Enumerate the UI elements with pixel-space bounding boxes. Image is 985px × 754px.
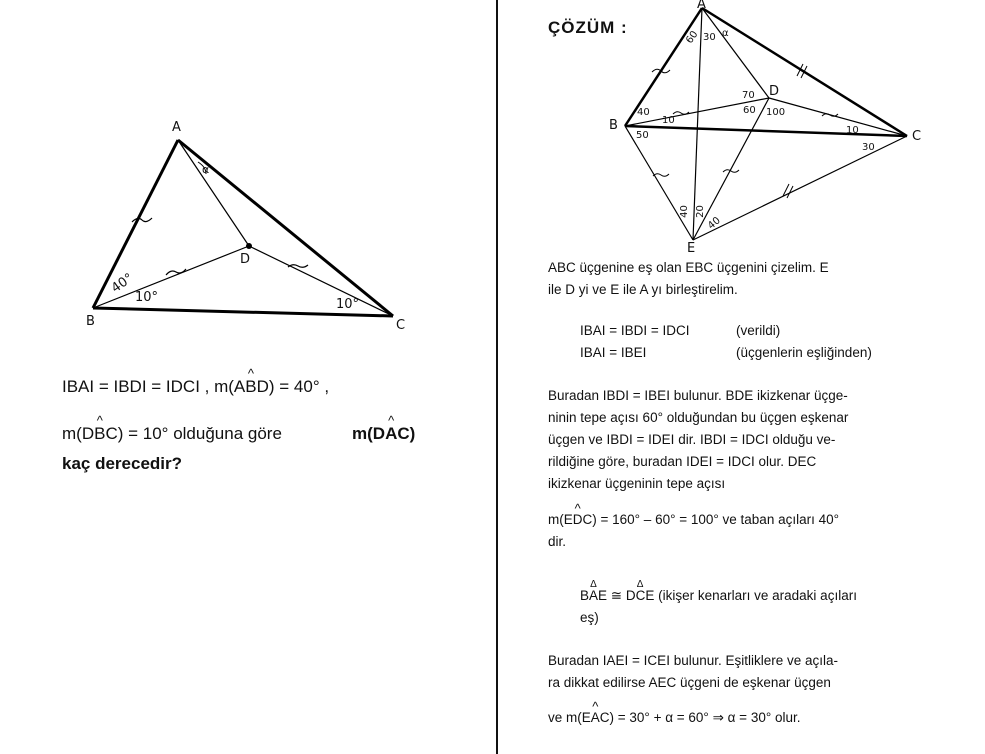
- left-label-b: B: [86, 314, 95, 329]
- left-angle-10-b: 10°: [135, 290, 159, 305]
- equality-row-2: IBAI = IBEI (üçgenlerin eşliğinden): [580, 345, 872, 360]
- right-num-40e: 40: [678, 205, 690, 218]
- right-num-30a: 30: [703, 32, 716, 43]
- right-label-c: C: [912, 129, 922, 144]
- right-num-40e2: 40: [705, 215, 723, 232]
- solution-paragraph-1: ABC üçgenine eş olan EBC üçgenini çizelim. E ile D yi ve E ile A yı birleştirelim.: [548, 260, 829, 297]
- given-question-angle: m(D^ AC): [352, 424, 415, 444]
- solution-title: ÇÖZÜM :: [548, 18, 628, 37]
- left-triangle-figure: [0, 0, 497, 380]
- left-label-alpha: α: [202, 163, 210, 176]
- solution-final-line: ve m(E^ AC) = 30° + α = 60° ⇒ α = 30° olur.: [548, 707, 801, 729]
- right-num-60d: 60: [743, 105, 756, 116]
- left-label-d: D: [240, 252, 251, 267]
- left-label-a: A: [172, 120, 181, 135]
- left-angle-10-c: 10°: [336, 297, 360, 312]
- left-label-c: C: [396, 318, 406, 333]
- given-line-1: IBAI = IBDI = IDCI , m(A^ BD) = 40° ,: [62, 377, 329, 397]
- right-num-100: 100: [766, 107, 786, 118]
- right-num-40b: 40: [637, 107, 650, 118]
- right-label-d: D: [769, 84, 780, 99]
- right-num-10c: 10: [846, 125, 859, 136]
- right-num-30c: 30: [862, 142, 875, 153]
- right-label-b: B: [609, 118, 618, 133]
- right-num-50: 50: [636, 130, 649, 141]
- right-num-70: 70: [742, 90, 755, 101]
- right-num-10b: 10: [662, 115, 675, 126]
- solution-paragraph-5: Buradan IAEI = ICEI bulunur. Eşitliklere ve açıla- ra dikkat edilirse AEC üçgeni de eşkenar üçgen: [548, 653, 839, 690]
- given-line-3: kaç derecedir?: [62, 454, 183, 473]
- solution-formula-edc: m(E^ DC) = 160° – 60° = 100° ve taban açıları 40°: [548, 509, 839, 531]
- right-num-alpha: α: [722, 28, 729, 39]
- left-angle-40: 40°: [108, 270, 137, 297]
- given-line-2: m(D^ BC) = 10° olduğuna göre: [62, 424, 282, 444]
- solution-dir: dir.: [548, 534, 567, 549]
- right-label-a: A: [697, 0, 706, 12]
- congruence-line: Δ BAE ≅ Δ DCE (ikişer kenarları ve aradaki açıları: [580, 585, 857, 607]
- solution-paragraph-2: Buradan IBDI = IBEI bulunur. BDE ikizkenar üçge- ninin tepe açısı 60° olduğundan bu üçgen eşkenar üçgen ve IBDI = IDEI dir. IBDI = IDCI olduğu ve- rildiğine göre, buradan IDEI = IDCI olur. DEC ikizkenar üçgeninin tepe açısı: [548, 388, 849, 491]
- congruence-line-2: eş): [580, 610, 599, 625]
- equality-row-1: IBAI = IBDI = IDCI (verildi): [580, 323, 781, 338]
- right-label-e: E: [687, 241, 696, 256]
- right-num-60a: 60: [684, 29, 701, 46]
- right-num-20e: 20: [694, 205, 706, 218]
